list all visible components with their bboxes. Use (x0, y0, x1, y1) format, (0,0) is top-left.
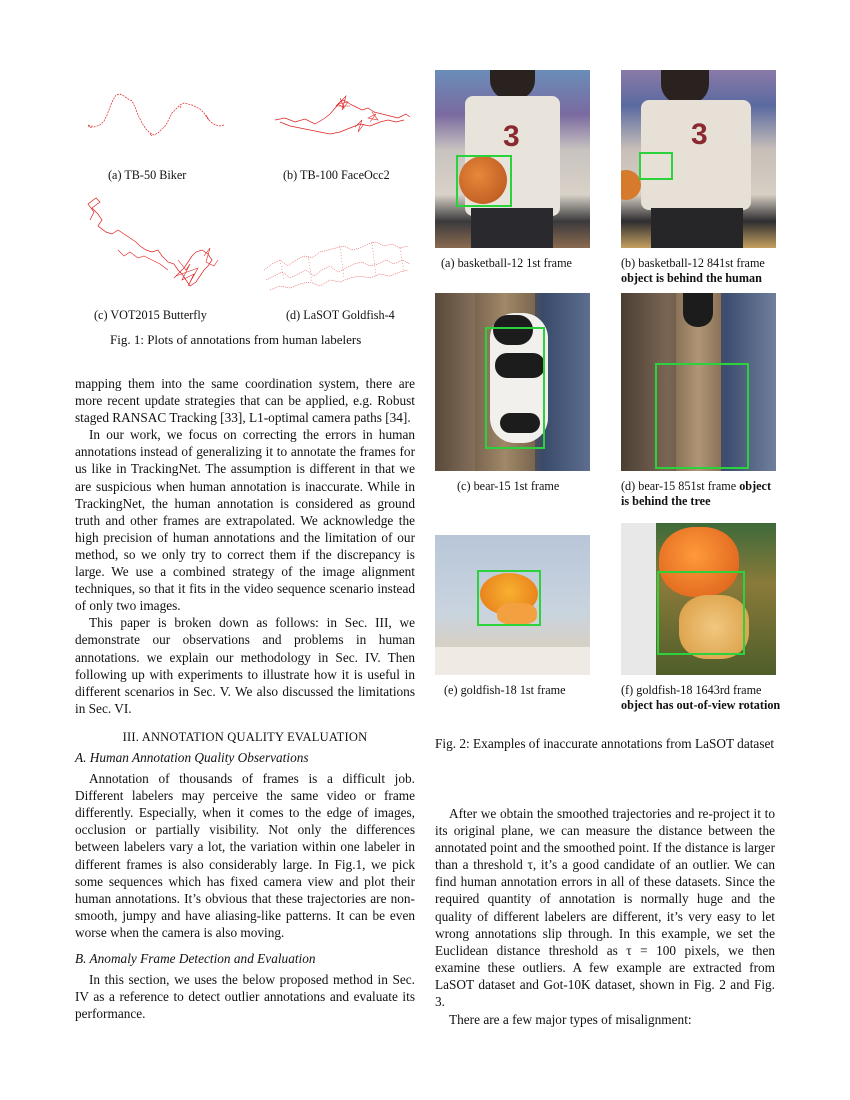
fig2-label-f (621, 683, 781, 712)
fig2-label-b-text: (b) basketball-12 841st frame (621, 256, 765, 270)
left-column (75, 375, 415, 1022)
bounding-box (657, 571, 745, 655)
fig1-caption: Fig. 1: Plots of annotations from human labelers (110, 332, 362, 347)
photo-bear-frame-851 (621, 293, 776, 471)
jersey-number: 3 (691, 118, 708, 151)
photo-goldfish-frame-1 (435, 535, 590, 675)
subsection-heading-b: B. Anomaly Frame Detection and Evaluation (75, 951, 316, 966)
paragraph: mapping them into the same coordination system, there are more recent update strategies that can be applied, e.g. Robust staged RANSAC Tracking [33], L1-optimal camera paths [34]. (75, 376, 415, 426)
fig1-label-a: (a) TB-50 Biker (108, 168, 187, 182)
fig2-note-d: object is behind the tree (621, 479, 772, 508)
section-heading (75, 729, 415, 746)
right-column (435, 805, 775, 1028)
trajectory-plot-butterfly (78, 190, 228, 300)
paragraph: In our work, we focus on correcting the errors in human annotations instead of generalizing it to annotate the frames for us like in TrackingNet. The assumption is different in that we are suspicious when human annotation is inaccurate. While in TrackingNet, the human annotation is considered as ground truth and other frames are extrapolated. We acknowledge the high precision of human annotations and the limitation of our method, so we only try to correct them if the discrepancy is large. We use a combined strategy of the image alignment techniques, so that it fits in the video sequence scenario instead of only two images. (75, 427, 415, 614)
subsection-heading-a: A. Human Annotation Quality Observations (75, 749, 309, 765)
trajectory-plot-biker (80, 85, 230, 150)
gravel (435, 647, 590, 675)
trajectory-plot-faceocc2 (270, 92, 415, 147)
fig2-label-d-text: (d) bear-15 851st frame (621, 479, 737, 493)
shorts (651, 208, 743, 248)
basketball-partial (621, 170, 641, 200)
fig2-label-c: (c) bear-15 1st frame (457, 479, 560, 493)
fig2-label-b (621, 256, 781, 285)
shorts (471, 208, 553, 248)
bounding-box (477, 570, 541, 626)
section-title: III. ANNOTATION QUALITY EVALUATION (122, 729, 368, 744)
bounding-box (456, 155, 512, 207)
fig1-label-c: (c) VOT2015 Butterfly (94, 308, 207, 322)
bounding-box (639, 152, 673, 180)
fig2-label-e: (e) goldfish-18 1st frame (444, 683, 566, 697)
player-head (661, 70, 709, 104)
fig1-label-b: (b) TB-100 FaceOcc2 (283, 168, 390, 182)
paragraph: In this section, we uses the below proposed method in Sec. IV as a reference to detect outlier annotations and evaluate its performance. (75, 972, 415, 1022)
photo-goldfish-frame-1643 (621, 523, 776, 675)
jersey-number: 3 (503, 120, 520, 153)
photo-bear-frame-1 (435, 293, 590, 471)
bounding-box (655, 363, 749, 469)
paragraph: There are a few major types of misalignment: (449, 1012, 692, 1028)
bounding-box (485, 327, 545, 449)
fig2-label-a: (a) basketball-12 1st frame (441, 256, 572, 270)
paragraph: This paper is broken down as follows: in Sec. III, we demonstrate our observations and problems in human annotations. we explain our methodology in Sec. IV. Then following up with experiments to illustrate how it is useful in different scenarios in Sec. V. We also discussed the limitations in Sec. VI. (75, 615, 415, 716)
photo-basketball-frame-841 (621, 70, 776, 248)
paragraph: Annotation of thousands of frames is a difficult job. Different labelers may perceive the same video or frame differently. Especially, when it comes to the edge of images, occlusion or partially visibility. Not only the differences between labelers vary a lot, the variation within one labeler in different frames is also considerably large. In Fig.1, we pick some sequences which has fixed camera view and plot their human annotations. It’s obvious that these trajectories are non-smooth, jumpy and have aliasing-like patterns. It can be even worse when the camera is also moving. (75, 771, 415, 940)
trajectory-plot-goldfish (260, 220, 415, 300)
fig1-label-d: (d) LaSOT Goldfish-4 (286, 308, 395, 322)
fig2-note-f: object has out-of-view rotation (621, 697, 781, 712)
fig2-note-b: object is behind the human (621, 270, 762, 285)
photo-basketball-frame-1 (435, 70, 590, 248)
fig2-label-d (621, 479, 781, 508)
panda-partial (683, 293, 713, 327)
figure-1 (70, 80, 415, 350)
fig2-caption: Fig. 2: Examples of inaccurate annotations from LaSOT dataset (435, 736, 775, 751)
paragraph: After we obtain the smoothed trajectories and re-project it to its original plane, we can measure the distance between the annotated point and the smoothed point. If the distance is larger than a threshold τ, it’s a good candidate of an outlier. We can find human annotation errors in all of these datasets. Since the required quantity of annotation is normally huge and the quality of different labelers are different, it’s very easy to let wrong annotations slip through. In this example, we set the Euclidean distance threshold as τ = 100 pixels, we then examine these outliers. A few example are extracted from LaSOT dataset and Got-10K dataset, shown in Fig. 2 and Fig. 3. (435, 806, 775, 1010)
fig2-label-f-text: (f) goldfish-18 1643rd frame (621, 683, 762, 697)
